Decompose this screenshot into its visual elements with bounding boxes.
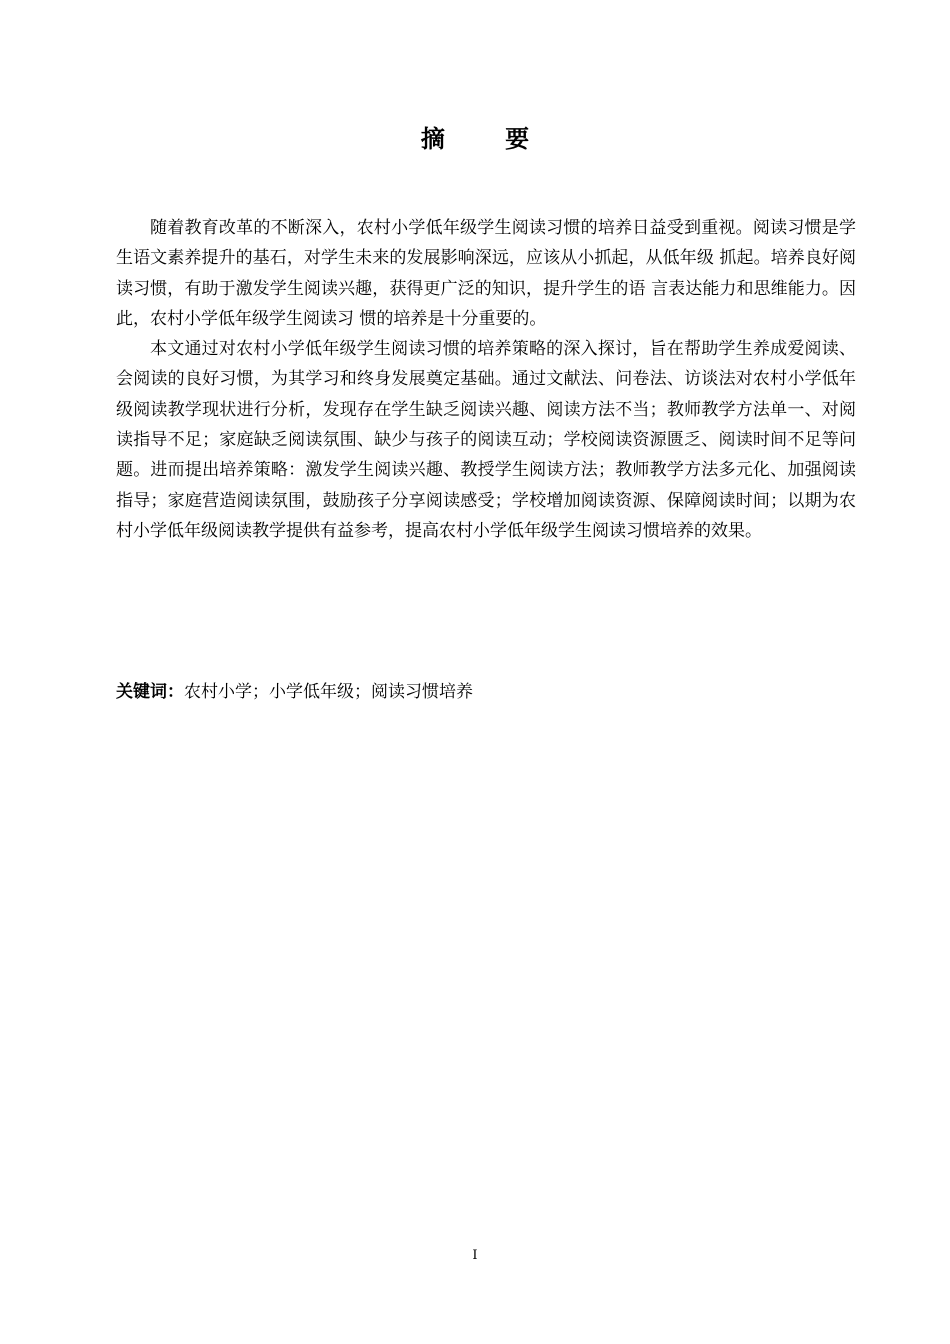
abstract-paragraph-2: 本文通过对农村小学低年级学生阅读习惯的培养策略的深入探讨，旨在帮助学生养成爱阅读、会阅读的良好习惯，为其学习和终身发展奠定基础。通过文献法、问卷法、访谈法对农村小学低年级阅读教学现状进行分析，发现存在学生缺乏阅读兴趣、阅读方法不当；教师教学方法单一、对阅读指导不足；家庭缺乏阅读氛围、缺少与孩子的阅读互动；学校阅读资源匮乏、阅读时间不足等问题。进而提出培养策略：激发学生阅读兴趣、教授学生阅读方法；教师教学方法多元化、加强阅读指导；家庭营造阅读氛围，鼓励孩子分享阅读感受；学校增加阅读资源、保障阅读时间；以期为农村小学低年级阅读教学提供有益参考，提高农村小学低年级学生阅读习惯培养的效果。	[116, 339, 856, 541]
abstract-title: 摘 要	[420, 124, 556, 153]
keywords-text: 农村小学；小学低年级；阅读习惯培养	[184, 682, 473, 702]
abstract-body	[116, 213, 856, 546]
keywords-label: 关键词：	[116, 682, 184, 702]
page-number: I	[472, 1248, 478, 1263]
keywords-line	[116, 677, 856, 707]
abstract-paragraph-1: 随着教育改革的不断深入，农村小学低年级学生阅读习惯的培养日益受到重视。阅读习惯是学生语文素养提升的基石，对学生未来的发展影响深远，应该从小抓起，从低年级 抓起。培养良好阅读习惯，有助于激发学生阅读兴趣，获得更广泛的知识，提升学生的语 言表达能力和思维能力。因此，农村小学低年级学生阅读习 惯的培养是十分重要的。	[116, 218, 856, 329]
